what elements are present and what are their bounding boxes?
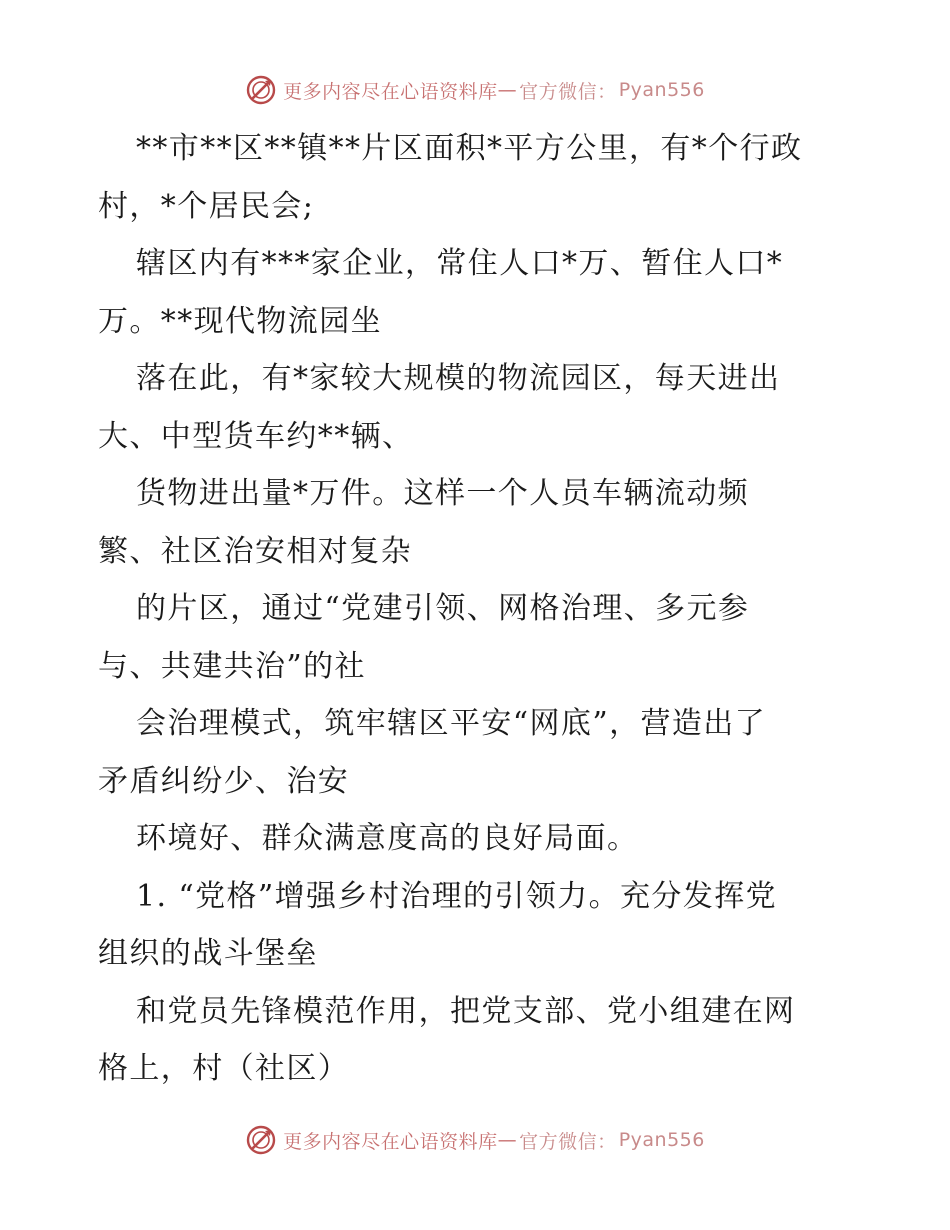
seal-logo-icon (245, 1124, 277, 1156)
text-line: 辖区内有***家企业，常住人口*万、暂住人口* (136, 246, 784, 281)
text-line: 货物进出量*万件。这样一个人员车辆流动频 (136, 476, 749, 511)
text-line: 与、共建共治”的社 (98, 648, 366, 684)
text-line: **市**区**镇**片区面积*平方公里，有*个行政 (136, 131, 803, 166)
header-wechat-id: Pyan556 (618, 79, 705, 101)
footer-wechat-label: 官方微信： (519, 1130, 617, 1153)
footer-text (283, 1127, 705, 1154)
text-line: 落在此，有*家较大规模的物流园区，每天进出 (136, 361, 781, 396)
header-wechat-label: 官方微信： (519, 80, 617, 103)
text-line: 和党员先锋模范作用，把党支部、党小组建在网 (136, 993, 796, 1029)
text-line: 1. “党格”增强乡村治理的引领力。充分发挥党 (136, 878, 778, 914)
text-line: 环境好、群众满意度高的良好局面。 (136, 821, 639, 856)
footer-wechat-id: Pyan556 (618, 1129, 705, 1151)
footer-dash: — (497, 1129, 518, 1151)
text-line: 村，*个居民会; (98, 188, 315, 224)
text-line: 组织的战斗堡垒 (98, 936, 318, 971)
text-line: 会治理模式，筑牢辖区平安“网底”，营造出了 (136, 706, 767, 741)
header-site-text: 更多内容尽在心语资料库 (283, 80, 498, 103)
document-body (98, 120, 858, 1098)
header-text (283, 77, 705, 104)
seal-logo-icon (245, 74, 277, 106)
footer-banner (0, 1120, 950, 1160)
header-dash: — (497, 79, 518, 101)
text-line: 万。**现代物流园坐 (98, 303, 382, 339)
footer-site-text: 更多内容尽在心语资料库 (283, 1130, 498, 1153)
text-line: 繁、社区治安相对复杂 (98, 533, 412, 569)
text-line: 大、中型货车约**辆、 (98, 418, 414, 454)
text-line: 矛盾纠纷少、治安 (98, 763, 350, 799)
text-line: 格上，村（社区） (98, 1051, 350, 1086)
text-line: 的片区，通过“党建引领、网格治理、多元参 (136, 591, 750, 626)
header-banner (0, 70, 950, 110)
